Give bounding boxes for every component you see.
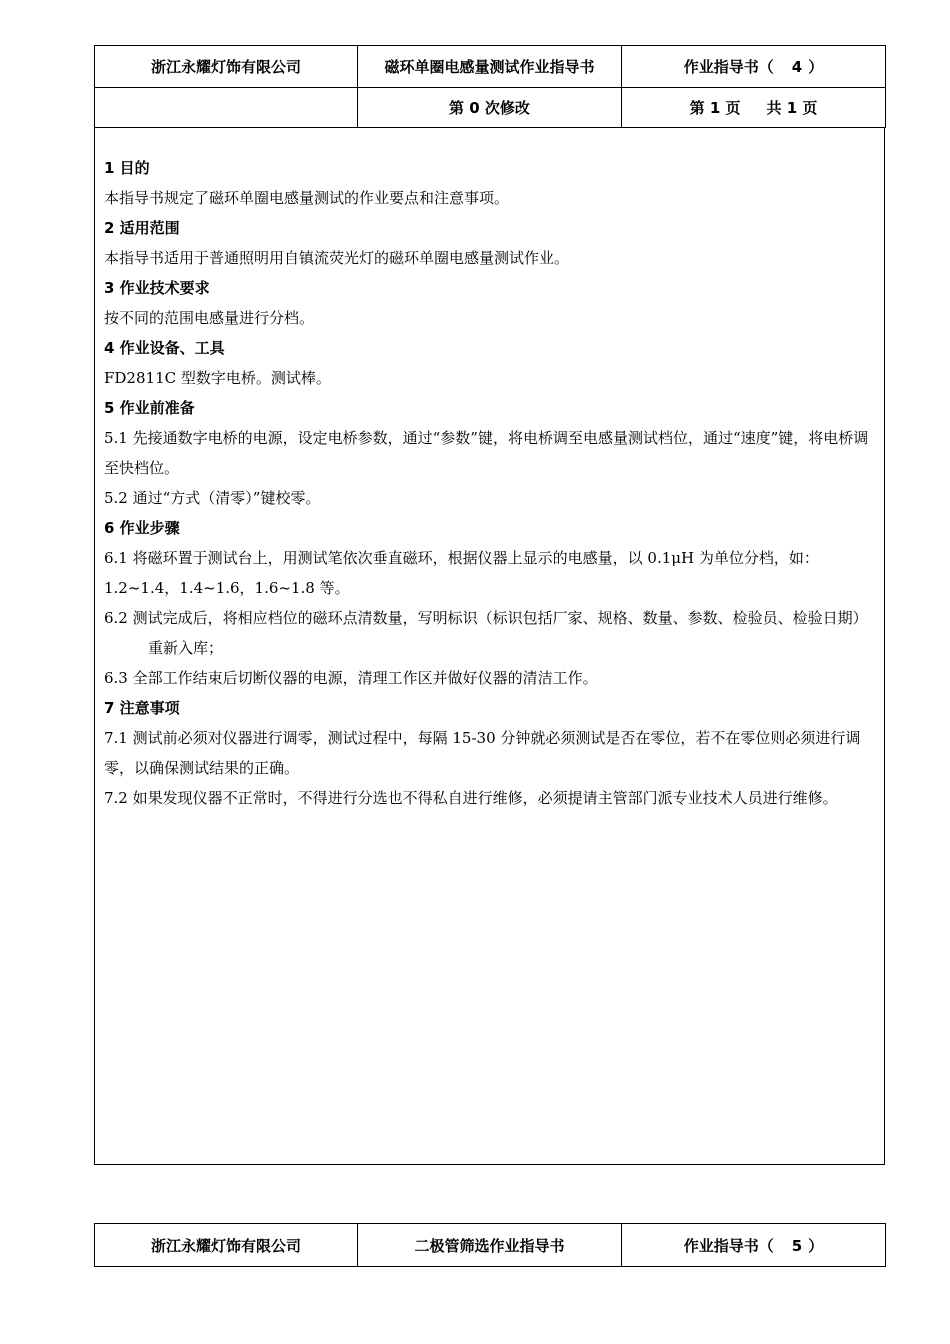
section-title-scope: 2 适用范围 <box>104 219 180 237</box>
paragraph-5-2: 5.2 通过“方式（清零）”键校零。 <box>104 489 321 507</box>
document-number-close: ） <box>808 58 824 76</box>
document-number-value: 4 <box>791 58 803 76</box>
section-text-purpose: 本指导书规定了磁环单圈电感量测试的作业要点和注意事项。 <box>104 189 510 207</box>
document-title: 磁环单圈电感量测试作业指导书 <box>358 46 622 88</box>
document-number-label: 作业指导书（ <box>683 58 774 76</box>
section-title-equipment: 4 作业设备、工具 <box>104 339 225 357</box>
next-page-header-table <box>94 1223 886 1267</box>
paragraph-7-2: 7.2 如果发现仪器不正常时，不得进行分选也不得私自进行维修，必须提请主管部门派专业技术人员进行维修。 <box>104 789 838 807</box>
header-table <box>94 45 886 128</box>
page-info <box>622 88 886 128</box>
next-document-number-close: ） <box>808 1236 824 1255</box>
section-text-scope: 本指导书适用于普通照明用自镇流荧光灯的磁环单圈电感量测试作业。 <box>104 249 570 267</box>
section-title-preparation: 5 作业前准备 <box>104 399 195 417</box>
paragraph-7-1: 7.1 测试前必须对仪器进行调零，测试过程中，每隔 15-30 分钟就必须测试是否在零位，若不在零位则必须进行调零，以确保测试结果的正确。 <box>104 729 861 777</box>
section-title-notes: 7 注意事项 <box>104 699 180 717</box>
document-content <box>104 153 879 813</box>
next-document-number <box>622 1224 886 1267</box>
next-document-number-value: 5 <box>791 1236 803 1255</box>
company-name: 浙江永耀灯饰有限公司 <box>95 46 358 88</box>
next-document-title: 二极管筛选作业指导书 <box>358 1224 622 1267</box>
document-body <box>94 128 885 1165</box>
header-empty-cell <box>95 88 358 128</box>
section-title-steps: 6 作业步骤 <box>104 519 180 537</box>
paragraph-6-3: 6.3 全部工作结束后切断仪器的电源，清理工作区并做好仪器的清洁工作。 <box>104 669 598 687</box>
revision-number: 第 0 次修改 <box>358 88 622 128</box>
paragraph-6-2: 6.2 测试完成后，将相应档位的磁环点清数量，写明标识（标识包括厂家、规格、数量、参数、检验员、检验日期）重新入库； <box>104 609 868 657</box>
page-total: 共 1 页 <box>766 99 818 117</box>
next-document-number-label: 作业指导书（ <box>683 1236 774 1255</box>
document-number <box>622 46 886 88</box>
section-text-equipment: FD2811C 型数字电桥。测试棒。 <box>104 369 331 387</box>
paragraph-5-1: 5.1 先接通数字电桥的电源，设定电桥参数，通过“参数”键，将电桥调至电感量测试档位，通过“速度”键，将电桥调至快档位。 <box>104 429 869 477</box>
section-title-purpose: 1 目的 <box>104 159 150 177</box>
paragraph-6-1: 6.1 将磁环置于测试台上，用测试笔依次垂直磁环，根据仪器上显示的电感量，以 0.1μH 为单位分档，如：1.2~1.4，1.4~1.6，1.6~1.8 等。 <box>104 549 819 597</box>
section-text-requirements: 按不同的范围电感量进行分档。 <box>104 309 315 327</box>
page-number: 第 1 页 <box>689 99 741 117</box>
section-title-requirements: 3 作业技术要求 <box>104 279 210 297</box>
next-company-name: 浙江永耀灯饰有限公司 <box>95 1224 358 1267</box>
